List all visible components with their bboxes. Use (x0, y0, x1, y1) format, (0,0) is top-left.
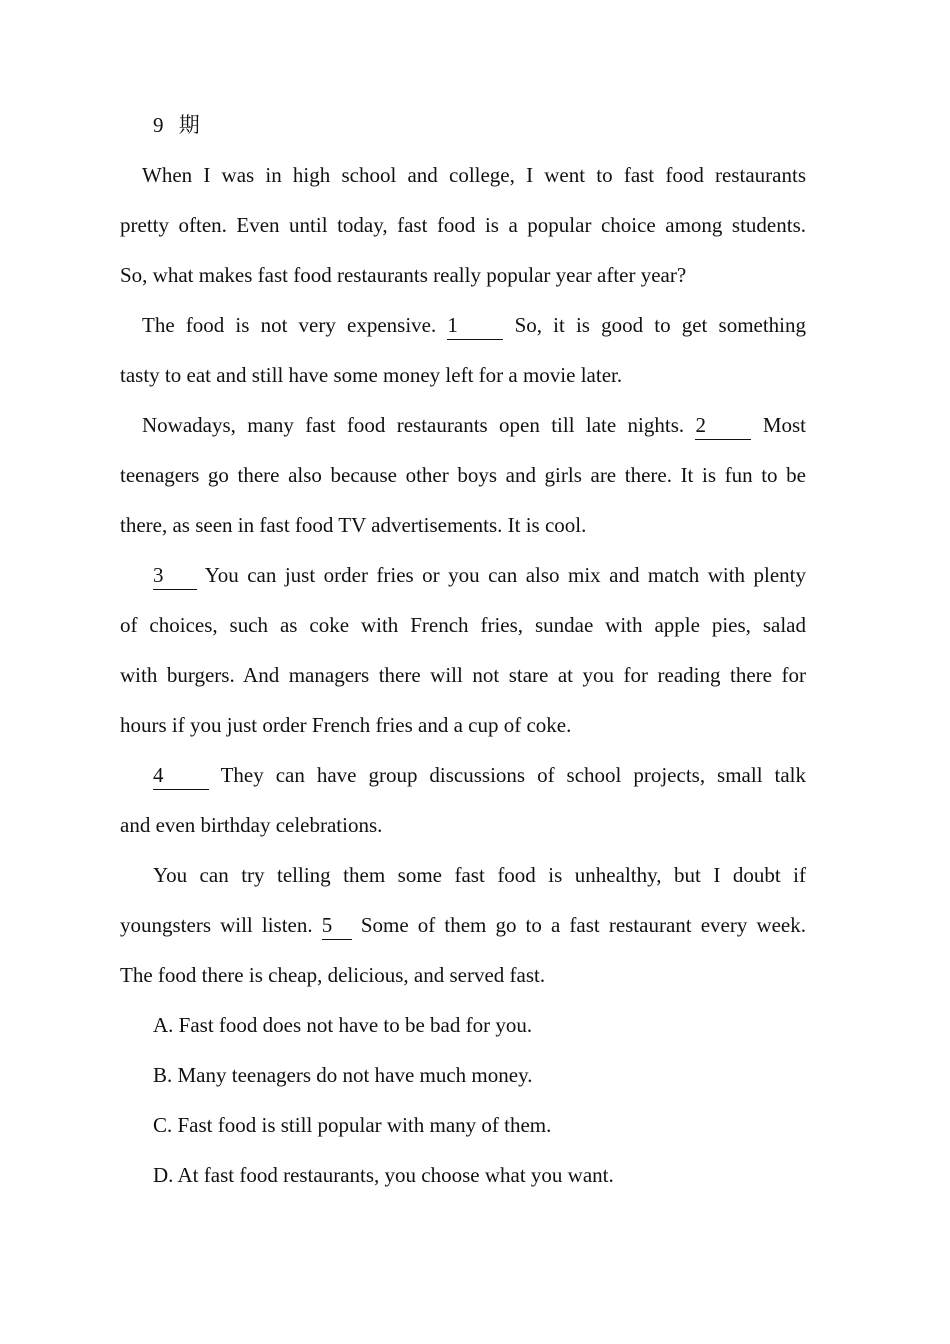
issue-header (153, 110, 208, 140)
paragraph-3-line-3: there, as seen in fast food TV advertisements. It is cool. (120, 513, 587, 537)
blank-4: 4 (153, 763, 209, 790)
paragraph-4-line-2: of choices, such as coke with French fries, sundae with apple pies, salad (120, 613, 806, 637)
paragraph-3-line-2: teenagers go there also because other boys and girls are there. It is fun to be (120, 463, 806, 487)
blank-1: 1 (447, 313, 503, 340)
paragraph-4-text-after: You can just order fries or you can also mix and match with plenty (204, 563, 806, 587)
paragraph-2-line-1 (142, 310, 806, 340)
option-d: D. At fast food restaurants, you choose what you want. (153, 1163, 614, 1187)
option-c: C. Fast food is still popular with many of them. (153, 1113, 552, 1137)
paragraph-5-line-1 (153, 760, 806, 790)
paragraph-5-line-2: and even birthday celebrations. (120, 813, 383, 837)
paragraph-3-text-before: Nowadays, many fast food restaurants open till late nights. (142, 413, 685, 437)
paragraph-4-line-4: hours if you just order French fries and a cup of coke. (120, 713, 572, 737)
paragraph-3-line-1 (142, 410, 806, 440)
paragraph-5-text-after: They can have group discussions of school projects, small talk (220, 763, 807, 787)
paragraph-1-line-2: pretty often. Even until today, fast food is a popular choice among students. (120, 213, 806, 237)
blank-5: 5 (322, 913, 352, 940)
paragraph-1-line-3: So, what makes fast food restaurants really popular year after year? (120, 263, 687, 287)
paragraph-1-line-1: When I was in high school and college, I went to fast food restaurants (142, 163, 806, 187)
issue-number: 9 (153, 113, 166, 137)
paragraph-6-text-before: youngsters will listen. (120, 913, 313, 937)
paragraph-2-line-2: tasty to eat and still have some money left for a movie later. (120, 363, 623, 387)
paragraph-2-text-after: So, it is good to get something (514, 313, 807, 337)
paragraph-4-line-1 (153, 560, 806, 590)
paragraph-6-line-1: You can try telling them some fast food is unhealthy, but I doubt if (153, 863, 806, 887)
paragraph-4-line-3: with burgers. And managers there will not stare at you for reading there for (120, 663, 806, 687)
option-a: A. Fast food does not have to be bad for you. (153, 1013, 533, 1037)
option-b: B. Many teenagers do not have much money. (153, 1063, 533, 1087)
paragraph-6-text-after: Some of them go to a fast restaurant every week. (360, 913, 807, 937)
blank-2: 2 (695, 413, 751, 440)
paragraph-6-line-2 (120, 910, 806, 940)
issue-label: 期 (178, 113, 202, 137)
paragraph-6-line-3: The food there is cheap, delicious, and served fast. (120, 963, 546, 987)
blank-3: 3 (153, 563, 197, 590)
paragraph-3-text-after: Most (762, 413, 806, 437)
paragraph-2-text-before: The food is not very expensive. (142, 313, 437, 337)
